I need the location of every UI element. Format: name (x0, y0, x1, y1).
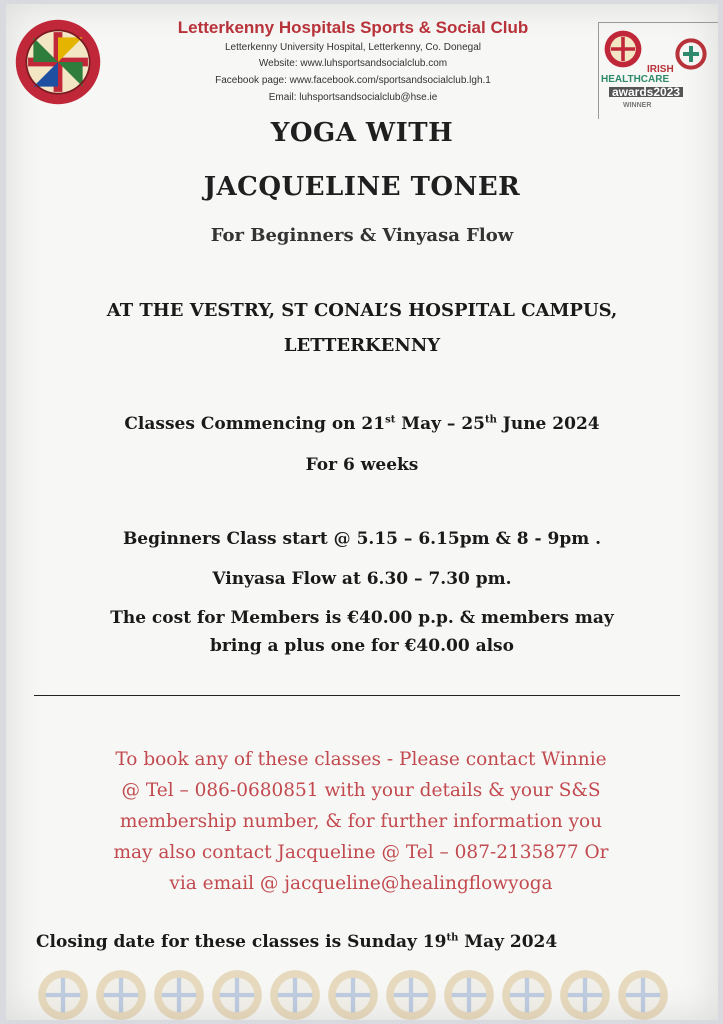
vinyasa-times: Vinyasa Flow at 6.30 – 7.30 pm. (212, 569, 512, 589)
commencing-prefix: Classes Commencing on 21 (124, 414, 386, 434)
club-email: Email: luhsportsandsocialclub@hse.ie (268, 92, 438, 103)
subtitle: For Beginners & Vinyasa Flow (210, 225, 514, 246)
cost-line-1: The cost for Members is €40.00 p.p. & members may (110, 608, 614, 628)
club-facebook: Facebook page: www.facebook.com/sportsandsocialclub.lgh.1 (215, 75, 491, 86)
club-address: Letterkenny University Hospital, Letterkenny, Co. Donegal (224, 42, 482, 53)
crest-icon (384, 966, 438, 1020)
crest-icon (500, 966, 554, 1020)
crest-icon (94, 966, 148, 1020)
booking-line-4: may also contact Jacqueline @ Tel – 087-2135877 Or (113, 842, 609, 863)
crest-icon (442, 966, 496, 1020)
crest-icon (326, 966, 380, 1020)
crest-icon (152, 966, 206, 1020)
club-name: Letterkenny Hospitals Sports & Social Club (177, 18, 529, 37)
booking-line-2: @ Tel – 086-0680851 with your details & your S&S (121, 780, 601, 801)
duration: For 6 weeks (305, 455, 419, 475)
closing-sup: th (446, 932, 459, 944)
closing-date (36, 932, 686, 952)
commencing-mid: May – 25 (395, 414, 485, 434)
divider (34, 695, 680, 696)
award-line-4: WINNER (623, 102, 652, 109)
award-cross-icon (671, 37, 711, 71)
commencing-sup-2: th (484, 414, 497, 426)
booking-line-1: To book any of these classes - Please contact Winnie (115, 749, 607, 770)
award-line-1: IRISH (647, 64, 674, 75)
footer-crest-row (36, 966, 696, 1020)
closing-suffix: May 2024 (458, 932, 558, 952)
venue-line-2: LETTERKENNY (283, 335, 441, 356)
award-line-2: HEALTHCARE (601, 74, 670, 85)
crest-icon (210, 966, 264, 1020)
crest-icon (36, 966, 90, 1020)
title-line-2: JACQUELINE TONER (203, 172, 521, 202)
award-line-3: awards2023 (609, 87, 683, 97)
closing-prefix: Closing date for these classes is Sunday 19 (36, 932, 447, 952)
title-line-1: YOGA WITH (270, 118, 454, 148)
award-badge (598, 22, 718, 119)
beginners-times: Beginners Class start @ 5.15 – 6.15pm & 8 - 9pm . (122, 529, 602, 549)
booking-line-3: membership number, & for further information you (119, 811, 603, 832)
commencing-dates (6, 414, 718, 434)
booking-line-5: via email @ jacqueline@healingflowyoga (169, 873, 553, 894)
crest-icon (558, 966, 612, 1020)
venue-line-1: AT THE VESTRY, ST CONAL’S HOSPITAL CAMPUS, (106, 300, 618, 321)
crest-icon (268, 966, 322, 1020)
commencing-suffix: June 2024 (496, 414, 600, 434)
healthcare-award-icon (603, 29, 643, 69)
club-crest-icon (14, 18, 102, 106)
club-website: Website: www.luhsportsandsocialclub.com (258, 58, 448, 69)
commencing-sup-1: st (385, 414, 396, 426)
crest-icon (616, 966, 670, 1020)
poster (6, 4, 718, 1020)
booking-info (36, 744, 686, 899)
cost-line-2: bring a plus one for €40.00 also (210, 636, 514, 656)
